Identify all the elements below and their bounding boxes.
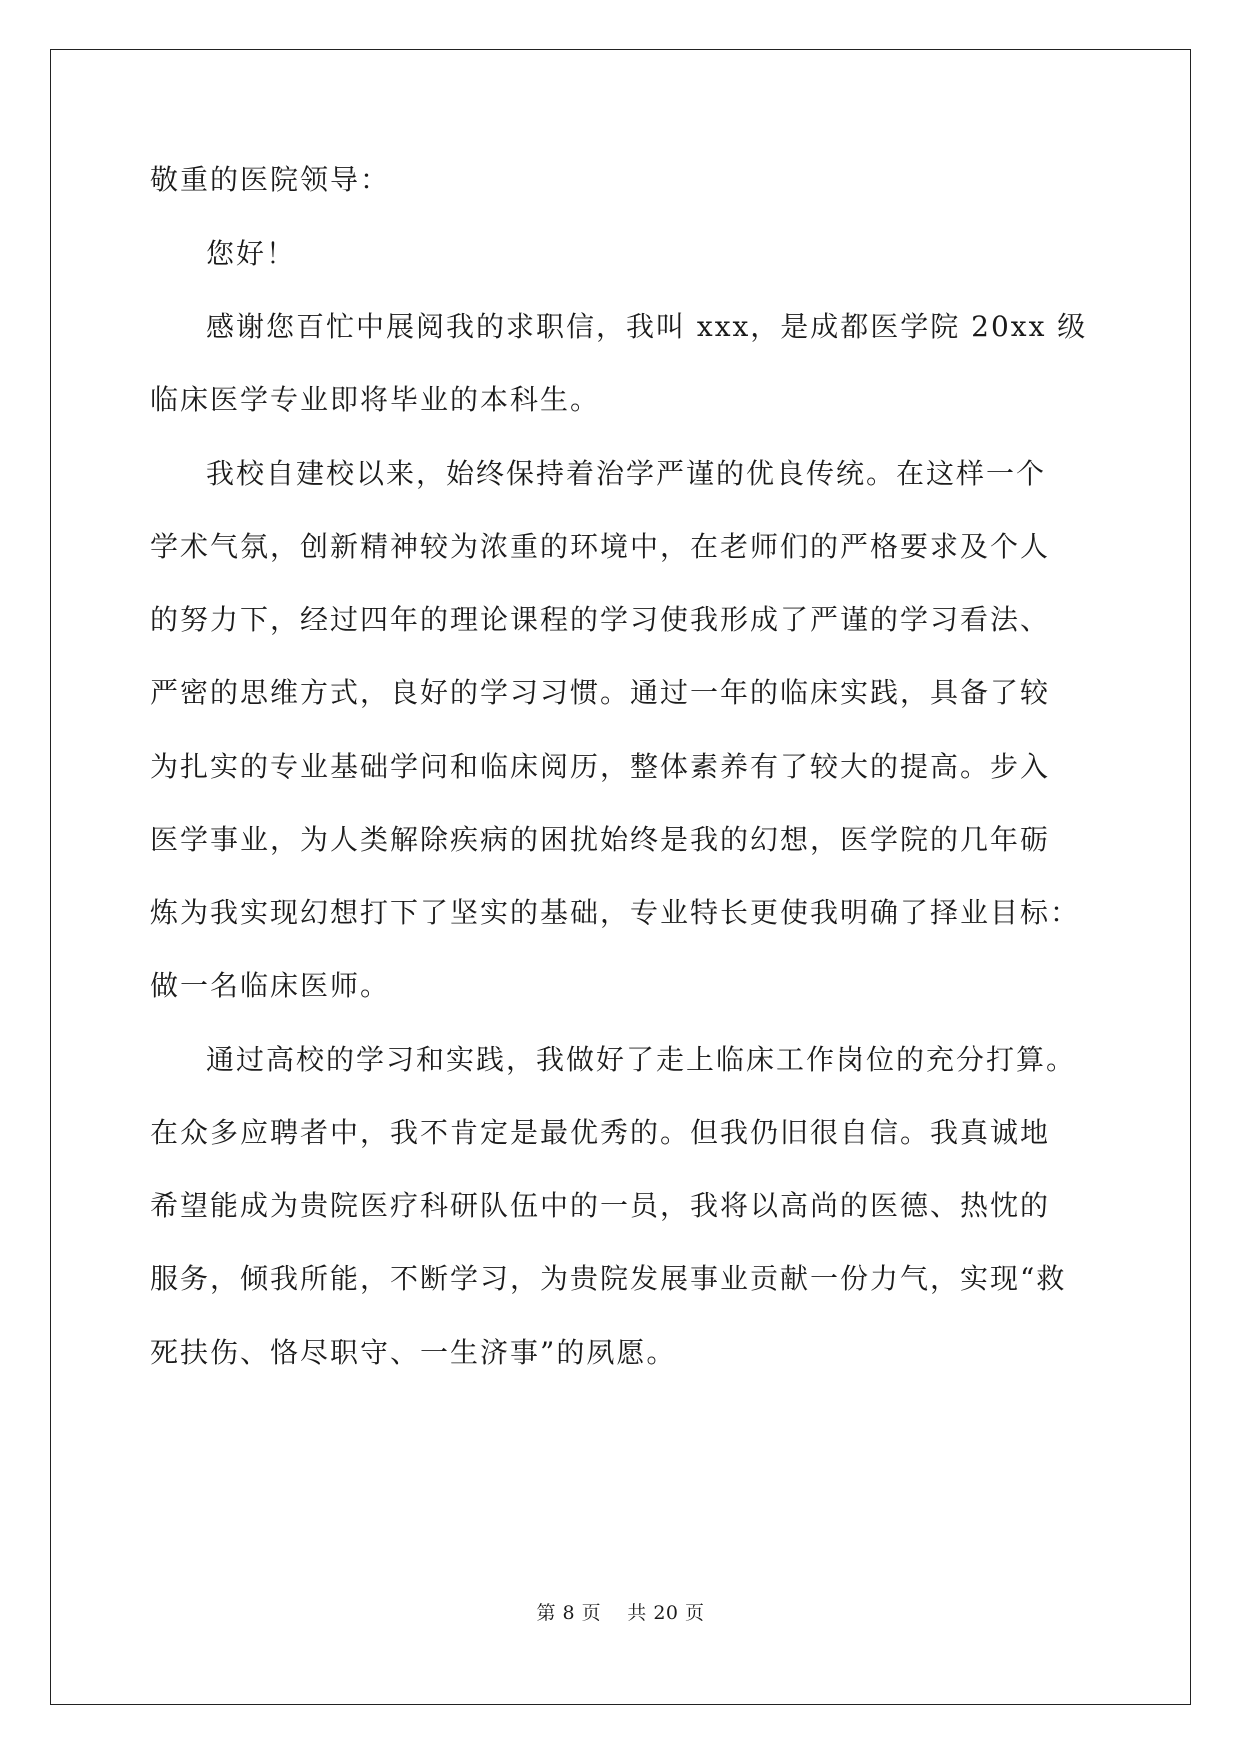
paragraph-2-line-8: 做一名临床医师。 [150, 969, 391, 1002]
paragraph-3-line-5: 死扶伤、恪尽职守、一生济事”的夙愿。 [150, 1336, 677, 1369]
salutation: 您好！ [206, 237, 297, 270]
paragraph-1-line-2: 临床医学专业即将毕业的本科生。 [150, 383, 601, 416]
paragraph-2-line-6: 医学事业，为人类解除疾病的困扰始终是我的幻想，医学院的几年砺 [150, 823, 1051, 856]
paragraph-2-line-3: 的努力下，经过四年的理论课程的学习使我形成了严谨的学习看法、 [150, 603, 1051, 636]
paragraph-2-line-1: 我校自建校以来，始终保持着治学严谨的优良传统。在这样一个 [206, 457, 1047, 490]
paragraph-1-line-1: 感谢您百忙中展阅我的求职信，我叫 xxx，是成都医学院 20xx 级 [206, 310, 1088, 343]
paragraph-3-line-2: 在众多应聘者中，我不肯定是最优秀的。但我仍旧很自信。我真诚地 [150, 1116, 1051, 1149]
paragraph-3-line-3: 希望能成为贵院医疗科研队伍中的一员，我将以高尚的医德、热忱的 [150, 1189, 1051, 1222]
paragraph-2-line-7: 炼为我实现幻想打下了坚实的基础，专业特长更使我明确了择业目标： [150, 896, 1081, 929]
paragraph-3-line-1: 通过高校的学习和实践，我做好了走上临床工作岗位的充分打算。 [206, 1043, 1077, 1076]
page-border [50, 49, 1191, 1705]
greeting: 敬重的医院领导： [150, 163, 391, 196]
paragraph-2-line-5: 为扎实的专业基础学问和临床阅历，整体素养有了较大的提高。步入 [150, 750, 1051, 783]
page-number-footer: 第 8 页 共 20 页 [536, 1602, 705, 1624]
paragraph-2-line-4: 严密的思维方式，良好的学习习惯。通过一年的临床实践，具备了较 [150, 676, 1051, 709]
paragraph-2-line-2: 学术气氛，创新精神较为浓重的环境中，在老师们的严格要求及个人 [150, 530, 1051, 563]
paragraph-3-line-4: 服务，倾我所能，不断学习，为贵院发展事业贡献一份力气，实现“救 [150, 1262, 1067, 1295]
